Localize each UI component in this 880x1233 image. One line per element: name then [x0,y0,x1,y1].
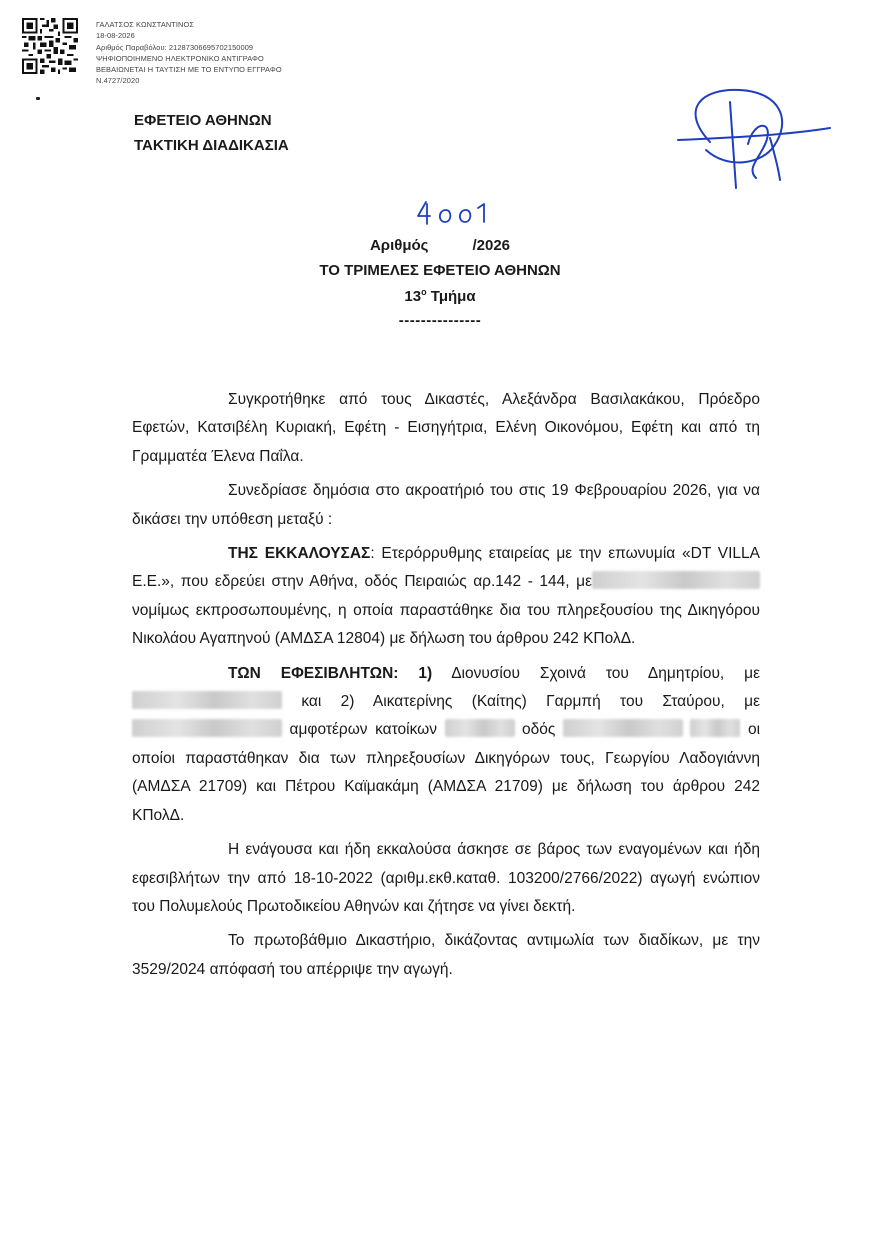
handwritten-case-number [414,194,494,230]
stamp-line: ΓΑΛΑΤΣΟΣ ΚΩΝΣΤΑΝΤΙΝΟΣ [96,20,195,29]
number-year: /2026 [472,237,511,254]
court-full-name: ΤΟ ΤΡΙΜΕΛΕΣ ΕΦΕΤΕΙΟ ΑΘΗΝΩΝ [319,262,561,279]
qr-code-icon [22,18,78,74]
stamp-line: ΨΗΦΙΟΠΟΙΗΜΕΝΟ ΗΛΕΚΤΡΟΝΙΚΟ ΑΝΤΙΓΡΑΦΟ [96,53,264,63]
paragraph-session: Συνεδρίασε δημόσια στο ακροατήριό του στις 19 Φεβρουαρίου 2026, για να δικάσει την υπόθεση μεταξύ : [132,482,760,528]
paragraph-respondents: ΤΩΝ ΕΦΕΣΙΒΛΗΤΩΝ: 1) Διονυσίου Σχοινά του Δημητρίου, με και 2) Αικατερίνης (Καίτης) Γαρμπή του Σταύρου, με αμφοτέρων κατοίκων οδός οι οποίοι παραστάθηκαν δια των πληρεξουσίων Δικηγόρων τους, Γεωργίου Λαδογιάννη (ΑΜΔΣΑ 21709) και Πέτρου Καϊμακάμη (ΑΜΔΣΑ 21709) με δήλωση του άρθρου 242 ΚΠολΔ. [132,664,761,824]
court-section: $13^o$ Τμήμα [404,287,476,305]
redacted-text [592,571,760,589]
decision-number-line [0,237,880,254]
digital-copy-stamp [96,19,282,87]
redacted-text [690,719,740,737]
decision-body [132,386,760,990]
stamp-line: Ν.4727/2020 [96,76,140,86]
paragraph-first-instance: Το πρωτοβάθμιο Δικαστήριο, δικάζοντας αντιμωλία των διαδίκων, με την 3529/2024 απόφασή του απέρριψε την αγωγή. [132,932,760,978]
stamp-line: Αριθμός Παραβόλου: 21287306695702150009 [96,42,254,52]
court-name: ΕΦΕΤΕΙΟ ΑΘΗΝΩΝ [134,112,272,129]
paragraph-composition: Συγκροτήθηκε από τους Δικαστές, Αλεξάνδρα Βασιλακάκου, Πρόεδρο Εφετών, Κατσιβέλη Κυριακή, Εφέτη - Εισηγήτρια, Ελένη Οικονόμου, Εφέτη και από τη Γραμματέα Έλενα Παΐλα. [132,391,760,465]
ink-dot [36,97,40,100]
paragraph-appellant: ΤΗΣ ΕΚΚΑΛΟΥΣΑΣ: Ετερόρρυθμης εταιρείας με την επωνυμία «DT VILLA E.E.», που εδρεύει στην Αθήνα, οδός Πειραιώς αρ.142 - 144, μενομίμως εκπροσωπουμένης, η οποία παραστάθηκε δια του πληρεξουσίου της Δικηγόρου Νικολάου Αγαπηνού (ΑΜΔΣΑ 12804) με δήλωση του άρθρου 242 ΚΠολΔ. [132,545,760,648]
court-heading [134,108,289,158]
redacted-text [445,719,515,737]
stamp-line: 18-08-2026 [96,31,135,41]
redacted-text [132,719,282,737]
number-label: Αριθμός [369,237,429,254]
procedure-type: ΤΑΚΤΙΚΗ ΔΙΑΔΙΚΑΣΙΑ [134,137,289,154]
stamp-line: ΒΕΒΑΙΩΝΕΤΑΙ Η ΤΑΥΤΙΣΗ ΜΕ ΤΟ ΕΝΤΥΠΟ ΕΓΓΡΑΦΟ [96,65,282,75]
paragraph-lawsuit: Η ενάγουσα και ήδη εκκαλούσα άσκησε σε βάρος των εναγομένων και ήδη εφεσιβλήτων την από 18-10-2022 (αριθμ.εκθ.καταθ. 103200/2766/2022) αγωγή ενώπιον του Πολυμελούς Πρωτοδικείου Αθηνών και ζήτησε να γίνει δεκτή. [132,841,760,915]
redacted-text [563,719,683,737]
separator-dashes: --------------- [398,312,482,329]
signature-icon [670,80,835,200]
redacted-text [132,691,282,709]
